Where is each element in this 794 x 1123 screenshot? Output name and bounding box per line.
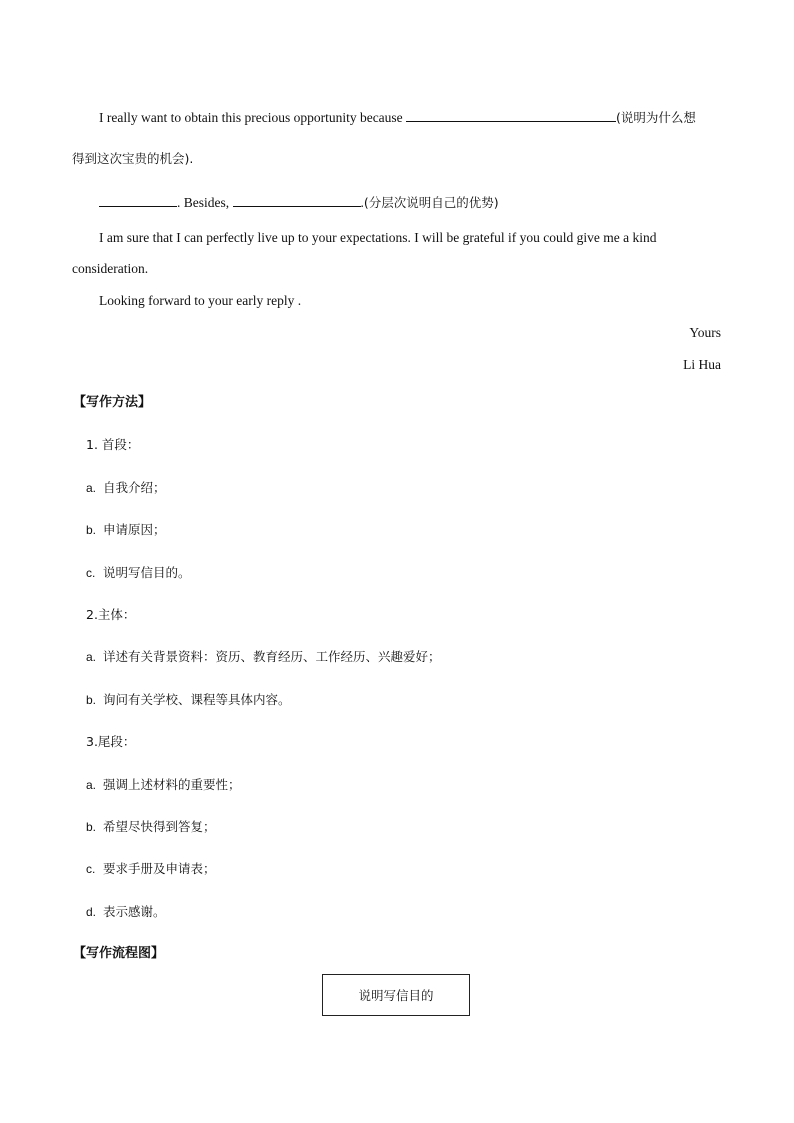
flowchart-heading: 【写作流程图】 [73, 946, 165, 961]
list-marker: a. [86, 650, 97, 664]
letter-p2-besides: . Besides, [177, 195, 233, 210]
methods-heading: 【写作方法】 [73, 395, 152, 410]
answer-blank-2 [99, 193, 177, 207]
letter-p1-hint-continued: 得到这次宝贵的机会). [72, 151, 194, 166]
letter-paragraph-4: Looking forward to your early reply . [99, 293, 302, 308]
section-2-title: 2.主体： [86, 607, 136, 622]
letter-p2-hint: (分层次说明自己的优势) [363, 195, 499, 210]
letter-p1-text: I really want to obtain this precious opportunity because [99, 110, 407, 125]
list-marker: b. [86, 523, 97, 537]
list-item-text: 详述有关背景资料：资历、教育经历、工作经历、兴趣爱好； [103, 649, 441, 664]
list-marker: c. [86, 566, 96, 580]
flowchart-box-purpose [322, 974, 470, 1016]
list-item-text: 希望尽快得到答复； [103, 819, 216, 834]
list-marker: b. [86, 820, 97, 834]
list-item-text: 询问有关学校、课程等具体内容。 [103, 692, 291, 707]
list-marker: b. [86, 693, 97, 707]
section-3-title: 3.尾段： [86, 734, 136, 749]
letter-p2-period: . [360, 195, 364, 210]
list-item [86, 479, 166, 497]
letter-signature: Li Hua [683, 357, 721, 372]
list-item-text: 表示感谢。 [103, 904, 166, 919]
answer-blank-1 [406, 108, 616, 122]
letter-paragraph-3-continued: consideration. [72, 261, 149, 276]
list-marker: c. [86, 862, 96, 876]
letter-paragraph-1 [99, 108, 696, 127]
list-item-text: 说明写信目的。 [103, 565, 191, 580]
letter-closing: Yours [689, 325, 721, 340]
letter-p1-hint: (说明为什么想 [616, 110, 696, 125]
list-item [86, 564, 191, 582]
answer-blank-3 [233, 193, 361, 207]
flowchart-box-label: 说明写信目的 [358, 988, 434, 1003]
letter-paragraph-3: I am sure that I can perfectly live up to your expectations. I will be grateful if you could give me a kind [99, 230, 657, 245]
list-item [86, 691, 291, 709]
list-item-text: 申请原因； [103, 522, 166, 537]
list-marker: d. [86, 905, 97, 919]
list-item-text: 自我介绍； [103, 480, 166, 495]
list-item [86, 776, 241, 794]
list-item [86, 860, 216, 878]
list-item-text: 强调上述材料的重要性； [103, 777, 241, 792]
list-item [86, 648, 441, 666]
list-item [86, 903, 166, 921]
section-1-title: 1. 首段： [86, 437, 140, 452]
list-item [86, 818, 216, 836]
list-item-text: 要求手册及申请表； [103, 861, 216, 876]
list-item [86, 521, 166, 539]
list-marker: a. [86, 778, 97, 792]
letter-paragraph-2 [99, 193, 499, 212]
list-marker: a. [86, 481, 97, 495]
